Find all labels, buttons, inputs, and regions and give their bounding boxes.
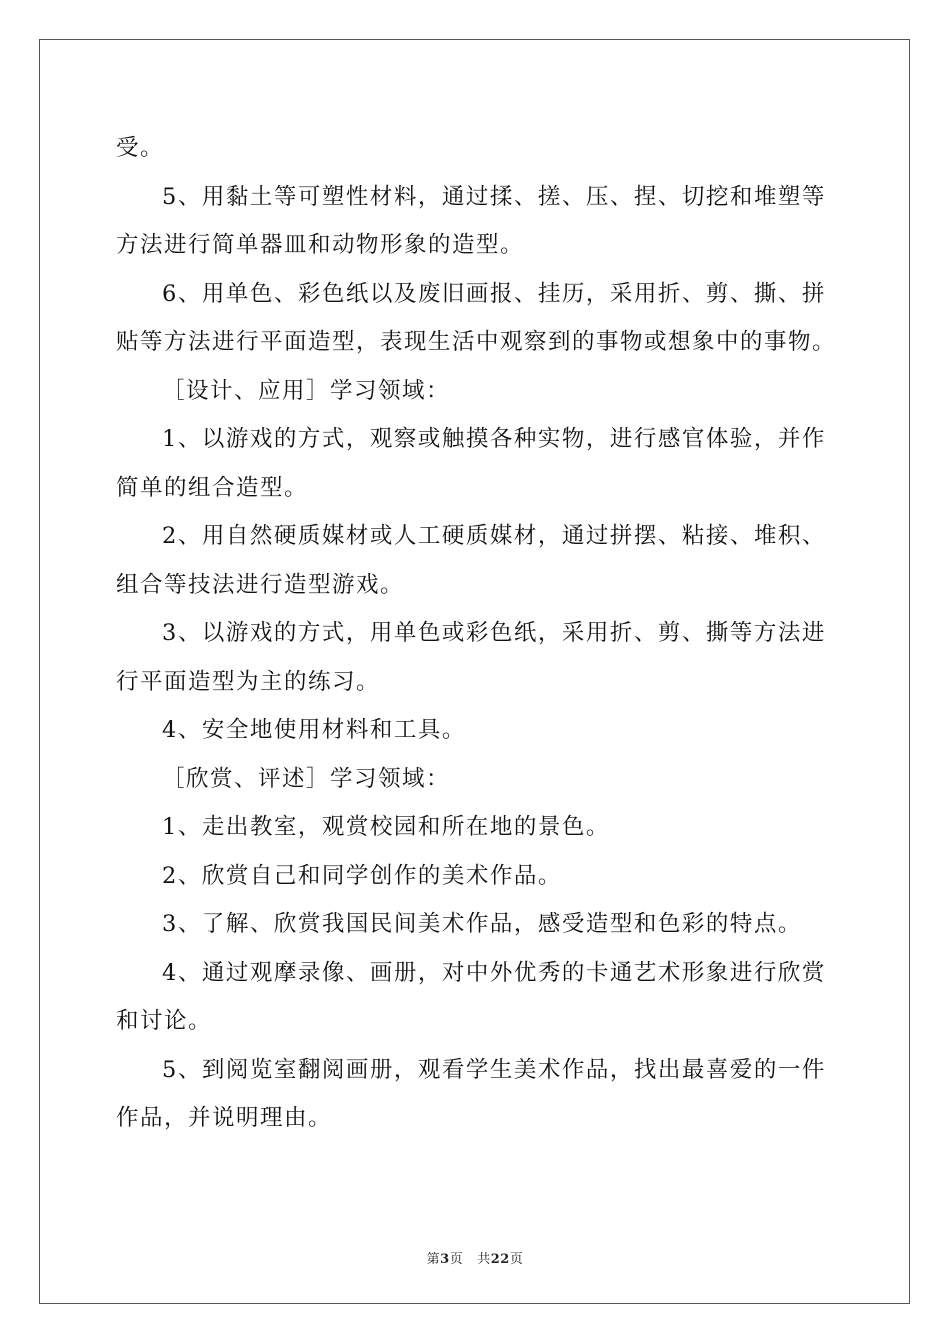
section-heading-appreciation: ［欣赏、评述］学习领域： xyxy=(162,765,451,792)
paragraph-design-4: 4、安全地使用材料和工具。 xyxy=(162,717,466,743)
page-footer xyxy=(0,1248,950,1267)
paragraph-item-6-paper: 6、用单色、彩色纸以及废旧画报、挂历，采用折、剪、撕、拼贴等方法进行平面造型，表现生活中观察到的事物或想象中的事物。 xyxy=(116,280,837,355)
footer-page-suffix: 页 xyxy=(449,1252,464,1267)
paragraph-appreciation-3: 3、了解、欣赏我国民间美术作品，感受造型和色彩的特点。 xyxy=(162,911,802,937)
paragraph-continuation: 受。 xyxy=(116,135,165,161)
paragraph-design-3: 3、以游戏的方式，用单色或彩色纸，采用折、剪、撕等方法进行平面造型为主的练习。 xyxy=(116,620,826,695)
paragraph-appreciation-2: 2、欣赏自己和同学创作的美术作品。 xyxy=(162,862,562,889)
footer-total-suffix: 页 xyxy=(509,1252,524,1267)
paragraph-appreciation-1: 1、走出教室，观赏校园和所在地的景色。 xyxy=(162,814,610,840)
footer-page-prefix: 第 xyxy=(426,1252,441,1267)
document-body xyxy=(116,124,838,1143)
footer-page-current: 3 xyxy=(440,1252,450,1267)
section-heading-design: ［设计、应用］学习领域： xyxy=(162,377,451,404)
paragraph-appreciation-4: 4、通过观摩录像、画册，对中外优秀的卡通艺术形象进行欣赏和讨论。 xyxy=(116,959,826,1034)
paragraph-item-5-clay: 5、用黏土等可塑性材料，通过揉、搓、压、捏、切挖和堆塑等方法进行简单器皿和动物形象的造型。 xyxy=(116,183,826,258)
paragraph-appreciation-5: 5、到阅览室翻阅画册，观看学生美术作品，找出最喜爱的一件作品，并说明理由。 xyxy=(116,1056,826,1131)
paragraph-design-1: 1、以游戏的方式，观察或触摸各种实物，进行感官体验，并作简单的组合造型。 xyxy=(116,426,826,501)
footer-total-prefix: 共 xyxy=(477,1252,491,1267)
paragraph-design-2: 2、用自然硬质媒材或人工硬质媒材，通过拼摆、粘接、堆积、组合等技法进行造型游戏。 xyxy=(116,523,826,598)
footer-page-total: 22 xyxy=(490,1252,510,1267)
